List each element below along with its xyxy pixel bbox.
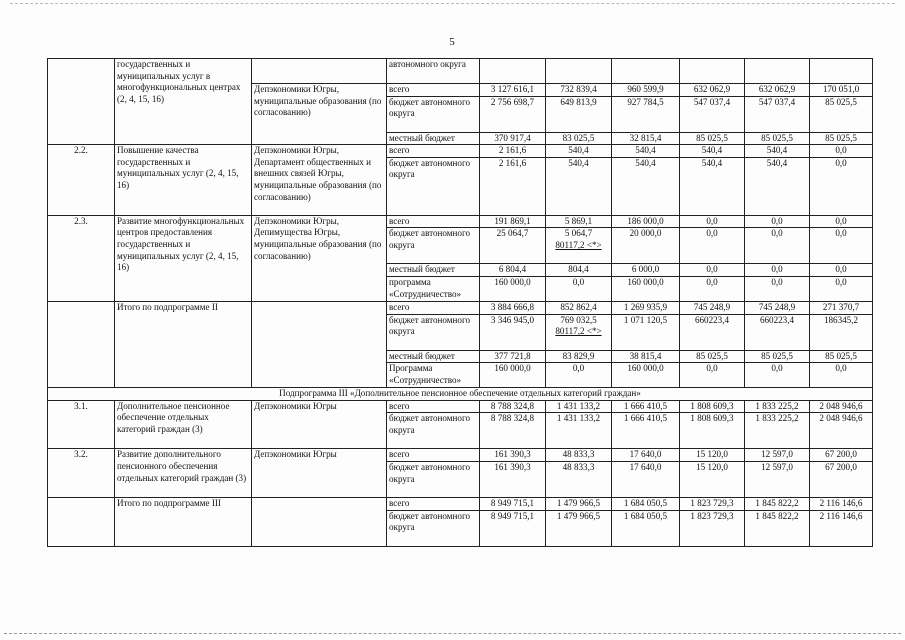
cell-value: 547 037,4 xyxy=(680,96,745,132)
cell-value: 2 048 946,6 xyxy=(810,400,873,413)
cell-value: 540,4 xyxy=(612,157,680,215)
cell-source-label: бюджет автономного округа xyxy=(387,413,480,449)
table-row xyxy=(48,497,873,510)
cell-measure-name: государственных и муниципальных услуг в многофункциональных центрах (2, 4, 15, 16) xyxy=(115,59,252,145)
cell-value: 540,4 xyxy=(745,145,810,158)
cell-responsible xyxy=(252,301,387,387)
footnote-value: 80117,2 <*> xyxy=(555,239,602,250)
footnote-value: 80117,2 <*> xyxy=(555,326,602,337)
cell-value: 0,0 xyxy=(680,276,745,301)
cell-value: 1 808 609,3 xyxy=(680,400,745,413)
table-row xyxy=(48,145,873,158)
cell-value: 2 161,6 xyxy=(480,145,546,158)
cell-value: 660223,4 xyxy=(745,314,810,350)
cell-value: 0,0 xyxy=(810,264,873,277)
cell-value: 804,4 xyxy=(546,264,612,277)
cell-value: 0,0 xyxy=(810,228,873,264)
cell-value: 0,0 xyxy=(680,264,745,277)
cell-value: 1 833 225,2 xyxy=(745,400,810,413)
bottom-scan-edge xyxy=(4,633,901,634)
cell-value: 6 804,4 xyxy=(480,264,546,277)
cell-source-label: всего xyxy=(387,449,480,462)
cell-no: 2.3. xyxy=(48,215,115,301)
cell-value: 48 833,3 xyxy=(546,461,612,497)
cell-source-label: бюджет автономного округа xyxy=(387,157,480,215)
cell-value: 852 862,4 xyxy=(546,301,612,314)
cell-value: 25 064,7 xyxy=(480,228,546,264)
cell-value: 161 390,3 xyxy=(480,461,546,497)
cell-responsible: Депэкономики Югры xyxy=(252,400,387,449)
cell-value: 0,0 xyxy=(810,363,873,388)
cell-value: 8 949 715,1 xyxy=(480,497,546,510)
cell-total-name: Итого по подпрограмме II xyxy=(115,301,252,387)
cell-value: 5 869,1 xyxy=(546,215,612,228)
cell-source-label: всего xyxy=(387,145,480,158)
cell-value: 20 000,0 xyxy=(612,228,680,264)
cell-source-label: Программа «Сотрудничество» xyxy=(387,363,480,388)
cell-value: 632 062,9 xyxy=(745,84,810,97)
cell-value: 12 597,0 xyxy=(745,449,810,462)
cell-source-label: бюджет автономного округа xyxy=(387,228,480,264)
cell-value: 1 431 133,2 xyxy=(546,413,612,449)
cell-value: 0,0 xyxy=(546,363,612,388)
cell-value: 540,4 xyxy=(546,145,612,158)
cell-value: 160 000,0 xyxy=(612,276,680,301)
value-text: 769 032,5 xyxy=(560,314,597,325)
cell-value: 85 025,5 xyxy=(745,132,810,145)
cell-value: 17 640,0 xyxy=(612,449,680,462)
cell-value: 48 833,3 xyxy=(546,449,612,462)
page-number: 5 xyxy=(449,36,455,48)
cell-value: 191 869,1 xyxy=(480,215,546,228)
cell-value: 0,0 xyxy=(810,215,873,228)
cell-value: 160 000,0 xyxy=(612,363,680,388)
cell-value: 85 025,5 xyxy=(810,132,873,145)
cell-no: 3.2. xyxy=(48,449,115,498)
cell-source-label: всего xyxy=(387,497,480,510)
cell-value: 12 597,0 xyxy=(745,461,810,497)
cell-value: 8 949 715,1 xyxy=(480,510,546,546)
cell-value: 649 813,9 xyxy=(546,96,612,132)
cell-value: 1 431 133,2 xyxy=(546,400,612,413)
top-scan-edge xyxy=(10,3,895,4)
cell-value: 0,0 xyxy=(546,276,612,301)
cell-value: 15 120,0 xyxy=(680,449,745,462)
table-row xyxy=(48,59,873,84)
cell-value: 15 120,0 xyxy=(680,461,745,497)
subprogram-title: Подпрограмма III «Дополнительное пенсионное обеспечение отдельных категорий граждан» xyxy=(48,388,873,401)
value-text: 5 064,7 xyxy=(564,228,593,239)
cell-value: 1 823 729,3 xyxy=(680,510,745,546)
cell-value: 85 025,5 xyxy=(680,132,745,145)
cell-value: 161 390,3 xyxy=(480,449,546,462)
cell-source-label: бюджет автономного округа xyxy=(387,96,480,132)
cell-no: 3.1. xyxy=(48,400,115,449)
table-row xyxy=(48,215,873,228)
cell-value: 547 037,4 xyxy=(745,96,810,132)
cell-value: 2 116 146,6 xyxy=(810,497,873,510)
cell-source-label: местный бюджет xyxy=(387,132,480,145)
cell-value: 540,4 xyxy=(680,157,745,215)
budget-table xyxy=(47,58,873,547)
cell-value: 0,0 xyxy=(810,157,873,215)
cell-responsible: Депэкономики Югры, Департамент общественных и внешних связей Югры, муниципальные образования (по согласованию) xyxy=(252,145,387,216)
cell-value: 540,4 xyxy=(680,145,745,158)
cell-value: 0,0 xyxy=(745,363,810,388)
cell-value: 1 833 225,2 xyxy=(745,413,810,449)
cell-value: 83 829,9 xyxy=(546,350,612,363)
cell-value: 0,0 xyxy=(745,264,810,277)
cell-value: 745 248,9 xyxy=(680,301,745,314)
cell-value: 160 000,0 xyxy=(480,276,546,301)
cell-value: 1 823 729,3 xyxy=(680,497,745,510)
cell-value: 2 756 698,7 xyxy=(480,96,546,132)
cell-no xyxy=(48,497,115,546)
cell-value: 3 346 945,0 xyxy=(480,314,546,350)
cell-value: 0,0 xyxy=(680,228,745,264)
cell-value: 67 200,0 xyxy=(810,449,873,462)
cell-no xyxy=(48,59,115,145)
table-row xyxy=(48,449,873,462)
cell-value: 732 839,4 xyxy=(546,84,612,97)
table-row xyxy=(48,388,873,401)
cell-value: 1 269 935,9 xyxy=(612,301,680,314)
cell-value: 85 025,5 xyxy=(745,350,810,363)
cell-value: 8 788 324,8 xyxy=(480,413,546,449)
cell-value: 85 025,5 xyxy=(810,96,873,132)
cell-value: 0,0 xyxy=(680,363,745,388)
cell-no: 2.2. xyxy=(48,145,115,216)
cell-value: 170 051,0 xyxy=(810,84,873,97)
cell-value xyxy=(546,314,612,350)
table-row xyxy=(48,301,873,314)
cell-total-name: Итого по подпрограмме III xyxy=(115,497,252,546)
cell-value: 3 884 666,8 xyxy=(480,301,546,314)
cell-value: 0,0 xyxy=(680,215,745,228)
cell-value: 160 000,0 xyxy=(480,363,546,388)
cell-source-label: всего xyxy=(387,301,480,314)
cell-measure-name: Повышение качества государственных и муниципальных услуг (2, 4, 15, 16) xyxy=(115,145,252,216)
cell-responsible xyxy=(252,497,387,546)
cell-source-label: бюджет автономного округа xyxy=(387,510,480,546)
cell-responsible: Депэкономики Югры, муниципальные образования (по согласованию) xyxy=(252,84,387,145)
cell-measure-name: Дополнительное пенсионное обеспечение отдельных категорий граждан (3) xyxy=(115,400,252,449)
cell-value: 0,0 xyxy=(745,276,810,301)
cell-value: 2 048 946,6 xyxy=(810,413,873,449)
cell-source-label: программа «Сотрудничество» xyxy=(387,276,480,301)
cell-value: 960 599,9 xyxy=(612,84,680,97)
cell-value: 632 062,9 xyxy=(680,84,745,97)
cell-value: 745 248,9 xyxy=(745,301,810,314)
cell-value: 38 815,4 xyxy=(612,350,680,363)
cell-value: 1 479 966,5 xyxy=(546,510,612,546)
cell-value: 1 845 822,2 xyxy=(745,510,810,546)
cell-responsible xyxy=(252,59,387,84)
cell-value: 540,4 xyxy=(546,157,612,215)
cell-value: 0,0 xyxy=(745,215,810,228)
cell-value: 83 025,5 xyxy=(546,132,612,145)
cell-value: 1 684 050,5 xyxy=(612,510,680,546)
cell-responsible: Депэкономики Югры xyxy=(252,449,387,498)
cell-value: 1 666 410,5 xyxy=(612,413,680,449)
cell-value: 186345,2 xyxy=(810,314,873,350)
cell-value: 927 784,5 xyxy=(612,96,680,132)
cell-value: 377 721,8 xyxy=(480,350,546,363)
cell-value: 1 684 050,5 xyxy=(612,497,680,510)
cell-value: 2 161,6 xyxy=(480,157,546,215)
cell-source-label: всего xyxy=(387,84,480,97)
cell-value: 1 845 822,2 xyxy=(745,497,810,510)
cell-source-label: всего xyxy=(387,400,480,413)
cell-value: 1 666 410,5 xyxy=(612,400,680,413)
cell-value: 6 000,0 xyxy=(612,264,680,277)
cell-value: 0,0 xyxy=(745,228,810,264)
table-row xyxy=(48,400,873,413)
cell-value: 1 808 609,3 xyxy=(680,413,745,449)
cell-value: 370 917,4 xyxy=(480,132,546,145)
cell-source-label: местный бюджет xyxy=(387,350,480,363)
cell-responsible: Депэкономики Югры, Депимущества Югры, муниципальные образования (по согласованию) xyxy=(252,215,387,301)
cell-value: 32 815,4 xyxy=(612,132,680,145)
cell-value: 660223,4 xyxy=(680,314,745,350)
cell-value: 540,4 xyxy=(745,157,810,215)
cell-value: 540,4 xyxy=(612,145,680,158)
cell-value: 67 200,0 xyxy=(810,461,873,497)
cell-value: 8 788 324,8 xyxy=(480,400,546,413)
cell-value: 186 000,0 xyxy=(612,215,680,228)
cell-measure-name: Развитие многофункциональных центров предоставления государственных и муниципальных услуг (2, 4, 15, 16) xyxy=(115,215,252,301)
cell-no xyxy=(48,301,115,387)
cell-value xyxy=(546,228,612,264)
cell-source-label: бюджет автономного округа xyxy=(387,314,480,350)
cell-value: 3 127 616,1 xyxy=(480,84,546,97)
cell-source-label: автономного округа xyxy=(387,59,480,84)
cell-value: 271 370,7 xyxy=(810,301,873,314)
cell-value: 0,0 xyxy=(810,145,873,158)
cell-value: 85 025,5 xyxy=(810,350,873,363)
cell-value: 1 479 966,5 xyxy=(546,497,612,510)
cell-source-label: местный бюджет xyxy=(387,264,480,277)
cell-value: 85 025,5 xyxy=(680,350,745,363)
cell-value: 2 116 146,6 xyxy=(810,510,873,546)
cell-source-label: всего xyxy=(387,215,480,228)
cell-source-label: бюджет автономного округа xyxy=(387,461,480,497)
cell-value: 0,0 xyxy=(810,276,873,301)
cell-value: 1 071 120,5 xyxy=(612,314,680,350)
cell-measure-name: Развитие дополнительного пенсионного обеспечения отдельных категорий граждан (3) xyxy=(115,449,252,498)
cell-value: 17 640,0 xyxy=(612,461,680,497)
